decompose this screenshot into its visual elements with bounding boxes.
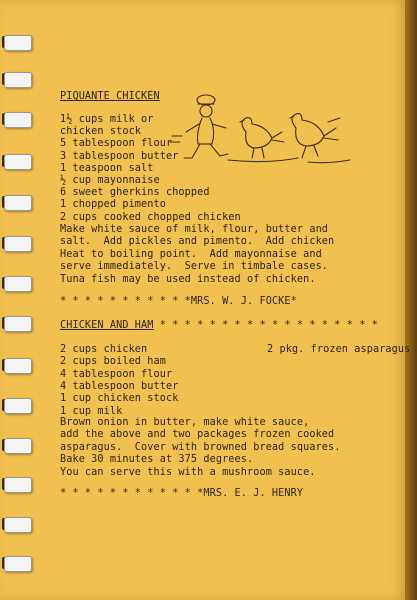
binding-ring xyxy=(4,477,32,493)
ingredient-line: 1 cup milk xyxy=(60,405,123,417)
recipe-title-piquante-chicken: PIQUANTE CHICKEN xyxy=(60,91,160,102)
ingredient-line: ½ cup mayonnaise xyxy=(60,175,160,186)
signature-henry: * * * * * * * * * * * *MRS. E. J. HENRY xyxy=(60,488,304,499)
page-edge xyxy=(405,0,417,600)
direction-line: Make white sauce of milk, flour, butter and xyxy=(60,224,329,235)
binding-ring xyxy=(4,236,32,252)
recipe-title-row-chicken-and-ham xyxy=(60,320,378,332)
direction-line: Brown onion in butter, make white sauce, xyxy=(60,417,310,428)
spiral-binding xyxy=(0,0,40,600)
direction-line: You can serve this with a mushroom sauce. xyxy=(60,466,316,478)
direction-line: salt. Add pickles and pimento. Add chicken xyxy=(60,236,335,248)
binding-ring xyxy=(4,35,32,51)
signature-focke: * * * * * * * * * * *MRS. W. J. FOCKE* xyxy=(60,296,297,307)
ingredient-line: 1 cup chicken stock xyxy=(60,393,179,405)
ingredient-asparagus: 2 pkg. frozen asparagus xyxy=(267,344,411,355)
direction-line: serve immediately. Serve in timbale cases. xyxy=(60,261,329,273)
title-stars: * * * * * * * * * * * * * * * * * * xyxy=(159,320,378,331)
ingredient-line: 2 cups cooked chopped chicken xyxy=(60,211,241,223)
binding-ring xyxy=(4,154,32,170)
direction-line: Tuna fish may be used instead of chicken. xyxy=(60,273,316,285)
ingredient-line: 4 tablespoon butter xyxy=(60,380,179,392)
binding-ring xyxy=(4,517,32,533)
direction-line: add the above and two packages frozen cooked xyxy=(60,429,335,441)
ingredient-line: 2 cups boiled ham xyxy=(60,356,166,368)
direction-line: Bake 30 minutes at 375 degrees. xyxy=(60,454,254,466)
direction-line: Heat to boiling point. Add mayonnaise and xyxy=(60,248,322,260)
direction-line: asparagus. Cover with browned bread squares. xyxy=(60,441,341,453)
ingredient-line: 5 tablespoon flour xyxy=(60,138,173,150)
ingredient-line: 2 cups chicken xyxy=(60,344,148,355)
ingredient-line: 6 sweet gherkins chopped xyxy=(60,187,210,199)
recipe-title-chicken-and-ham: CHICKEN AND HAM xyxy=(60,320,154,331)
binding-ring xyxy=(4,195,32,211)
ingredient-line: chicken stock xyxy=(60,126,142,138)
binding-ring xyxy=(4,316,32,332)
ingredient-line: 1½ cups milk or xyxy=(60,114,154,125)
ingredient-line: 4 tablespoon flour xyxy=(60,368,173,380)
chef-chasing-chickens-illustration xyxy=(168,92,358,172)
binding-ring xyxy=(4,438,32,454)
ingredient-line: 3 tablespoon butter xyxy=(60,150,179,162)
binding-ring xyxy=(4,276,32,292)
binding-ring xyxy=(4,112,32,128)
ingredient-line: 1 chopped pimento xyxy=(60,199,166,211)
ingredient-line: 1 teaspoon salt xyxy=(60,162,154,174)
binding-ring xyxy=(4,72,32,88)
binding-ring xyxy=(4,398,32,414)
binding-ring xyxy=(4,358,32,374)
binding-ring xyxy=(4,556,32,572)
